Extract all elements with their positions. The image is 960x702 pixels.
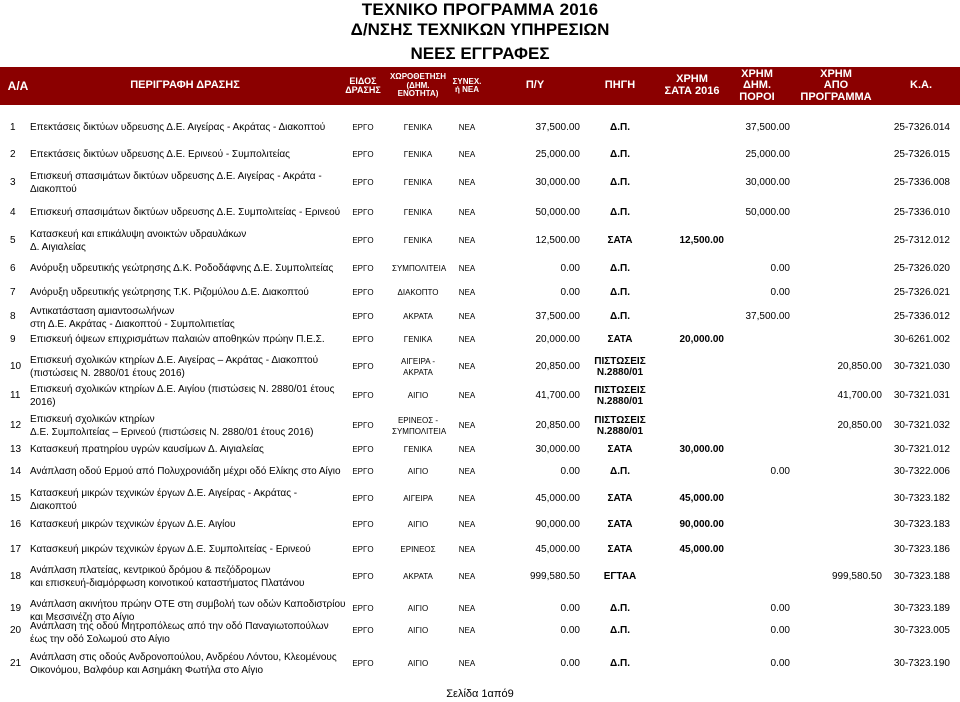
row-type: ΕΡΓΟ: [352, 178, 374, 187]
row-number: 10: [10, 361, 22, 372]
row-fund-municipal: 0.00: [770, 466, 790, 477]
table-row: [0, 487, 960, 511]
row-source: ΣΑΤΑ: [607, 544, 633, 555]
row-type: ΕΡΓΟ: [352, 362, 374, 371]
row-fund-municipal: 30,000.00: [745, 177, 790, 188]
row-location: ΑΙΓΕΙΡΑ: [403, 494, 433, 503]
table-row: [0, 168, 960, 198]
row-source: ΣΑΤΑ: [607, 235, 633, 246]
row-description: Ανάπλαση ακινήτου πρώην ΟΤΕ στη συμβολή των οδών Καποδιστρίου και Μεσσινέζη στο Αίγιο: [30, 599, 346, 623]
row-budget: 12,500.00: [535, 235, 580, 246]
row-type: ΕΡΓΟ: [352, 626, 374, 635]
row-location: ΓΕΝΙΚΑ: [403, 150, 433, 159]
row-location: ΑΙΓΙΟ: [407, 604, 429, 613]
row-source: ΣΑΤΑ: [607, 334, 633, 345]
row-budget: 45,000.00: [535, 544, 580, 555]
row-continuation: ΝΕΑ: [458, 123, 476, 132]
row-description: Κατασκευή μικρών τεχνικών έργων Δ.Ε. Συμπολιτείας - Ερινεού: [30, 544, 311, 555]
row-source: Δ.Π.: [610, 177, 630, 188]
row-ka: 30-7322.006: [893, 466, 950, 477]
header-description: ΠΕΡΙΓΡΑΦΗ ΔΡΑΣΗΣ: [130, 79, 240, 92]
row-fund-sata: 90,000.00: [679, 519, 724, 530]
row-type: ΕΡΓΟ: [352, 659, 374, 668]
row-location: ΓΕΝΙΚΑ: [403, 208, 433, 217]
row-continuation: ΝΕΑ: [458, 391, 476, 400]
row-budget: 20,000.00: [535, 334, 580, 345]
row-location: ΑΙΓΙΟ: [407, 659, 429, 668]
row-budget: 25,000.00: [535, 149, 580, 160]
row-continuation: ΝΕΑ: [458, 335, 476, 344]
row-fund-program: 20,850.00: [837, 420, 882, 431]
row-source: Δ.Π.: [610, 466, 630, 477]
row-fund-municipal: 50,000.00: [745, 207, 790, 218]
row-source: ΕΓΤΑΑ: [603, 571, 637, 582]
row-continuation: ΝΕΑ: [458, 467, 476, 476]
header-location: ΧΩΡΟΘΕΤΗΣΗ (ΔΗΜ. ΕΝΟΤΗΤΑ): [389, 72, 447, 99]
row-number: 17: [10, 544, 22, 555]
row-continuation: ΝΕΑ: [458, 572, 476, 581]
header-budget: Π/Υ: [525, 79, 545, 92]
row-description: Επισκευή σπασιμάτων δικτύων υδρευσης Δ.Ε. Συμπολιτείας - Ερινεού: [30, 207, 341, 218]
row-ka: 30-7323.005: [893, 625, 950, 636]
row-source: Δ.Π.: [610, 311, 630, 322]
row-budget: 0.00: [560, 466, 580, 477]
header-ka: Κ.Α.: [910, 79, 932, 92]
row-budget: 50,000.00: [535, 207, 580, 218]
row-type: ΕΡΓΟ: [352, 445, 374, 454]
row-fund-program: 20,850.00: [837, 361, 882, 372]
row-ka: 25-7326.020: [893, 263, 950, 274]
row-ka: 30-7321.032: [893, 420, 950, 431]
row-ka: 30-7323.189: [893, 603, 950, 614]
row-location: ΓΕΝΙΚΑ: [403, 178, 433, 187]
table-row: [0, 353, 960, 380]
row-location: ΑΙΓΕΙΡΑ - ΑΚΡΑΤΑ: [400, 357, 436, 377]
row-fund-municipal: 0.00: [770, 287, 790, 298]
row-type: ΕΡΓΟ: [352, 208, 374, 217]
row-fund-municipal: 37,500.00: [745, 311, 790, 322]
row-type: ΕΡΓΟ: [352, 520, 374, 529]
row-number: 4: [10, 207, 16, 218]
row-type: ΕΡΓΟ: [352, 236, 374, 245]
row-continuation: ΝΕΑ: [458, 150, 476, 159]
row-ka: 30-7323.186: [893, 544, 950, 555]
row-ka: 30-7321.030: [893, 361, 950, 372]
row-type: ΕΡΓΟ: [352, 572, 374, 581]
row-number: 5: [10, 235, 16, 246]
row-budget: 0.00: [560, 287, 580, 298]
page-footer: Σελίδα 1από9: [446, 688, 514, 700]
row-ka: 25-7336.008: [893, 177, 950, 188]
row-number: 12: [10, 420, 22, 431]
row-budget: 90,000.00: [535, 519, 580, 530]
header-aa: Α/Α: [7, 78, 29, 93]
row-type: ΕΡΓΟ: [352, 604, 374, 613]
row-source: ΣΑΤΑ: [607, 493, 633, 504]
row-ka: 30-7323.190: [893, 658, 950, 669]
row-description: Ανάπλαση πλατείας, κεντρικού δρόμου & πεζόδρομων και επισκευή-διαμόρφωση κοινοτικού καταστήματος Πλατάνου: [30, 565, 305, 589]
row-description: Κατασκευή και επικάλυψη ανοικτών υδραυλάκων Δ. Αιγιαλείας: [30, 229, 247, 253]
row-continuation: ΝΕΑ: [458, 178, 476, 187]
row-budget: 37,500.00: [535, 311, 580, 322]
row-continuation: ΝΕΑ: [458, 421, 476, 430]
table-row: [0, 145, 960, 165]
row-ka: 30-7323.188: [893, 571, 950, 582]
header-fund-municipal: ΧΡΗΜ ΔΗΜ. ΠΟΡΟΙ: [739, 67, 775, 103]
row-description: Επισκευή όψεων επιχρισμάτων παλαιών αποθηκών πρώην Π.Ε.Σ.: [30, 334, 325, 345]
row-type: ΕΡΓΟ: [352, 288, 374, 297]
row-fund-sata: 12,500.00: [679, 235, 724, 246]
row-ka: 30-7323.182: [893, 493, 950, 504]
row-description: Ανάπλαση οδού Ερμού από Πολυχρονιάδη μέχρι οδό Ελίκης στο Αίγιο: [30, 466, 341, 477]
row-source: Δ.Π.: [610, 625, 630, 636]
row-location: ΔΙΑΚΟΠΤΟ: [397, 288, 439, 297]
row-number: 14: [10, 466, 22, 477]
row-continuation: ΝΕΑ: [458, 659, 476, 668]
row-number: 13: [10, 444, 22, 455]
row-continuation: ΝΕΑ: [458, 312, 476, 321]
row-location: ΓΕΝΙΚΑ: [403, 123, 433, 132]
row-source: ΠΙΣΤΩΣΕΙΣ Ν.2880/01: [594, 415, 646, 437]
row-budget: 999,580.50: [529, 571, 580, 582]
row-type: ΕΡΓΟ: [352, 467, 374, 476]
row-location: ΑΙΓΙΟ: [407, 626, 429, 635]
row-source: Δ.Π.: [610, 263, 630, 274]
row-location: ΣΥΜΠΟΛΙΤΕΙΑ: [392, 264, 447, 273]
row-source: Δ.Π.: [610, 287, 630, 298]
row-continuation: ΝΕΑ: [458, 445, 476, 454]
row-location: ΑΙΓΙΟ: [407, 467, 429, 476]
row-description: Κατασκευή μικρών τεχνικών έργων Δ.Ε. Αιγίου: [30, 519, 236, 530]
table-header: [0, 67, 960, 105]
row-number: 20: [10, 625, 22, 636]
row-type: ΕΡΓΟ: [352, 545, 374, 554]
row-source: Δ.Π.: [610, 149, 630, 160]
row-ka: 30-7321.031: [893, 390, 950, 401]
header-source: ΠΗΓΗ: [604, 79, 636, 92]
row-location: ΓΕΝΙΚΑ: [403, 236, 433, 245]
row-ka: 25-7312.012: [893, 235, 950, 246]
table-row: [0, 620, 960, 645]
row-source: Δ.Π.: [610, 122, 630, 133]
table-row: [0, 463, 960, 481]
row-continuation: ΝΕΑ: [458, 545, 476, 554]
table-row: [0, 382, 960, 410]
row-number: 15: [10, 493, 22, 504]
row-continuation: ΝΕΑ: [458, 208, 476, 217]
title-line-3: ΝΕΕΣ ΕΓΓΡΑΦΕΣ: [410, 44, 550, 63]
row-budget: 30,000.00: [535, 177, 580, 188]
row-fund-municipal: 0.00: [770, 263, 790, 274]
table-row: [0, 515, 960, 535]
row-budget: 0.00: [560, 658, 580, 669]
row-source: ΠΙΣΤΩΣΕΙΣ Ν.2880/01: [594, 356, 646, 378]
row-fund-municipal: 25,000.00: [745, 149, 790, 160]
row-continuation: ΝΕΑ: [458, 236, 476, 245]
row-budget: 37,500.00: [535, 122, 580, 133]
row-fund-municipal: 37,500.00: [745, 122, 790, 133]
row-type: ΕΡΓΟ: [352, 335, 374, 344]
row-description: Επισκευή σχολικών κτηρίων Δ.Ε. Αιγίου (πιστώσεις Ν. 2880/01 έτους 2016): [30, 384, 335, 408]
row-number: 2: [10, 149, 16, 160]
row-description: Ανάπλαση της οδού Μητροπόλεως από την οδό Παναγιωτοπούλων έως την οδό Σολωμού στο Αίγιο: [30, 621, 329, 645]
row-location: ΓΕΝΙΚΑ: [403, 335, 433, 344]
row-location: ΑΙΓΙΟ: [407, 391, 429, 400]
row-description: Επισκευή σπασιμάτων δικτύων υδρευσης Δ.Ε. Αιγείρας - Ακράτα - Διακοπτού: [30, 171, 322, 195]
row-fund-municipal: 0.00: [770, 603, 790, 614]
row-fund-municipal: 0.00: [770, 625, 790, 636]
row-description: Ανόρυξη υδρευτικής γεώτρησης Δ.Κ. Ροδοδάφνης Δ.Ε. Συμπολιτείας: [30, 263, 334, 274]
row-type: ΕΡΓΟ: [352, 312, 374, 321]
row-type: ΕΡΓΟ: [352, 150, 374, 159]
table-row: [0, 331, 960, 349]
row-source: ΣΑΤΑ: [607, 519, 633, 530]
row-description: Επισκευή σχολικών κτηρίων Δ.Ε. Αιγείρας – Ακράτας - Διακοπτού (πιστώσεις Ν. 2880/01 έτους 2016): [30, 355, 319, 379]
row-number: 18: [10, 571, 22, 582]
row-description: Ανάπλαση στις οδούς Ανδρονοπούλου, Ανδρέου Λόντου, Κλεομένους Οικονόμου, Βαλφόυρ και Ασημάκη Φωτήλα στο Αίγιο: [30, 652, 337, 676]
row-number: 9: [10, 334, 16, 345]
row-continuation: ΝΕΑ: [458, 362, 476, 371]
row-description: Επισκευή σχολικών κτηρίων Δ.Ε. Συμπολιτείας – Ερινεού (πιστώσεις Ν. 2880/01 έτους 2016): [30, 414, 314, 438]
row-source: Δ.Π.: [610, 658, 630, 669]
row-budget: 20,850.00: [535, 361, 580, 372]
header-fund-program: ΧΡΗΜ ΑΠΟ ΠΡΟΓΡΑΜΜΑ: [800, 67, 872, 103]
row-budget: 0.00: [560, 603, 580, 614]
row-ka: 30-7323.183: [893, 519, 950, 530]
row-budget: 0.00: [560, 625, 580, 636]
row-ka: 30-6261.002: [893, 334, 950, 345]
row-fund-municipal: 0.00: [770, 658, 790, 669]
row-source: ΣΑΤΑ: [607, 444, 633, 455]
table-row: [0, 564, 960, 590]
row-number: 8: [10, 311, 16, 322]
row-continuation: ΝΕΑ: [458, 288, 476, 297]
row-budget: 30,000.00: [535, 444, 580, 455]
header-type: ΕΙΔΟΣ ΔΡΑΣΗΣ: [345, 75, 381, 95]
row-number: 19: [10, 603, 22, 614]
table-row: [0, 260, 960, 278]
row-type: ΕΡΓΟ: [352, 391, 374, 400]
row-location: ΑΙΓΙΟ: [407, 520, 429, 529]
row-location: ΑΚΡΑΤΑ: [403, 312, 433, 321]
row-location: ΕΡΙΝΕΟΣ: [400, 545, 436, 554]
row-number: 7: [10, 287, 16, 298]
row-number: 21: [10, 658, 22, 669]
row-fund-sata: 45,000.00: [679, 493, 724, 504]
row-ka: 25-7336.012: [893, 311, 950, 322]
row-description: Επεκτάσεις δικτύων υδρευσης Δ.Ε. Αιγείρας - Ακράτας - Διακοπτού: [30, 122, 326, 133]
header-fund-sata: ΧΡΗΜ ΣΑΤΑ 2016: [664, 73, 720, 97]
row-number: 3: [10, 177, 16, 188]
row-continuation: ΝΕΑ: [458, 520, 476, 529]
title-line-2: Δ/ΝΣΗΣ ΤΕΧΝΙΚΩΝ ΥΠΗΡΕΣΙΩΝ: [350, 20, 610, 39]
row-description: Επεκτάσεις δικτύων υδρευσης Δ.Ε. Ερινεού - Συμπολιτείας: [30, 149, 290, 160]
row-number: 11: [10, 390, 21, 401]
row-description: Κατασκευή μικρών τεχνικών έργων Δ.Ε. Αιγείρας - Ακράτας - Διακοπτού: [30, 488, 298, 512]
row-ka: 30-7321.012: [893, 444, 950, 455]
row-type: ΕΡΓΟ: [352, 123, 374, 132]
row-continuation: ΝΕΑ: [458, 604, 476, 613]
row-fund-program: 999,580.50: [831, 571, 882, 582]
table-row: [0, 305, 960, 329]
row-description: Ανόρυξη υδρευτικής γεώτρησης Τ.Κ. Ριζομύλου Δ.Ε. Διακοπτού: [30, 287, 309, 298]
row-ka: 25-7336.010: [893, 207, 950, 218]
row-type: ΕΡΓΟ: [352, 264, 374, 273]
table-row: [0, 284, 960, 302]
table-row: [0, 228, 960, 254]
table-row: [0, 646, 960, 682]
table-row: [0, 441, 960, 459]
row-description: Αντικατάσταση αμιαντοσωλήνων στη Δ.Ε. Ακράτας - Διακοπτού - Συμπολιτιετίας: [30, 306, 235, 330]
row-number: 16: [10, 519, 22, 530]
row-fund-sata: 30,000.00: [679, 444, 724, 455]
table-row: [0, 598, 960, 623]
row-ka: 25-7326.021: [893, 287, 950, 298]
row-continuation: ΝΕΑ: [458, 264, 476, 273]
table-row: [0, 540, 960, 560]
row-number: 6: [10, 263, 16, 274]
row-description: Κατασκευή πρατηρίου υγρών καυσίμων Δ. Αιγιαλείας: [30, 444, 264, 455]
row-number: 1: [10, 122, 16, 133]
row-location: ΑΚΡΑΤΑ: [403, 572, 433, 581]
row-source: Δ.Π.: [610, 207, 630, 218]
table-row: [0, 204, 960, 222]
row-continuation: ΝΕΑ: [458, 626, 476, 635]
row-budget: 45,000.00: [535, 493, 580, 504]
table-row: [0, 412, 960, 440]
row-type: ΕΡΓΟ: [352, 494, 374, 503]
row-continuation: ΝΕΑ: [458, 494, 476, 503]
row-source: Δ.Π.: [610, 603, 630, 614]
row-fund-program: 41,700.00: [837, 390, 882, 401]
row-ka: 25-7326.015: [893, 149, 950, 160]
row-ka: 25-7326.014: [893, 122, 950, 133]
row-location: ΓΕΝΙΚΑ: [403, 445, 433, 454]
row-budget: 20,850.00: [535, 420, 580, 431]
table-row: [0, 117, 960, 139]
row-fund-sata: 20,000.00: [679, 334, 724, 345]
header-continuation: ΣΥΝΕΧ. ή ΝΕΑ: [452, 76, 482, 94]
row-fund-sata: 45,000.00: [679, 544, 724, 555]
title-line-1: ΤΕΧΝΙΚΟ ΠΡΟΓΡΑΜΜΑ 2016: [361, 0, 599, 19]
row-source: ΠΙΣΤΩΣΕΙΣ Ν.2880/01: [594, 385, 646, 407]
row-location: ΕΡΙΝΕΟΣ - ΣΥΜΠΟΛΙΤΕΙΑ: [392, 416, 447, 436]
row-budget: 0.00: [560, 263, 580, 274]
row-budget: 41,700.00: [535, 390, 580, 401]
row-type: ΕΡΓΟ: [352, 421, 374, 430]
